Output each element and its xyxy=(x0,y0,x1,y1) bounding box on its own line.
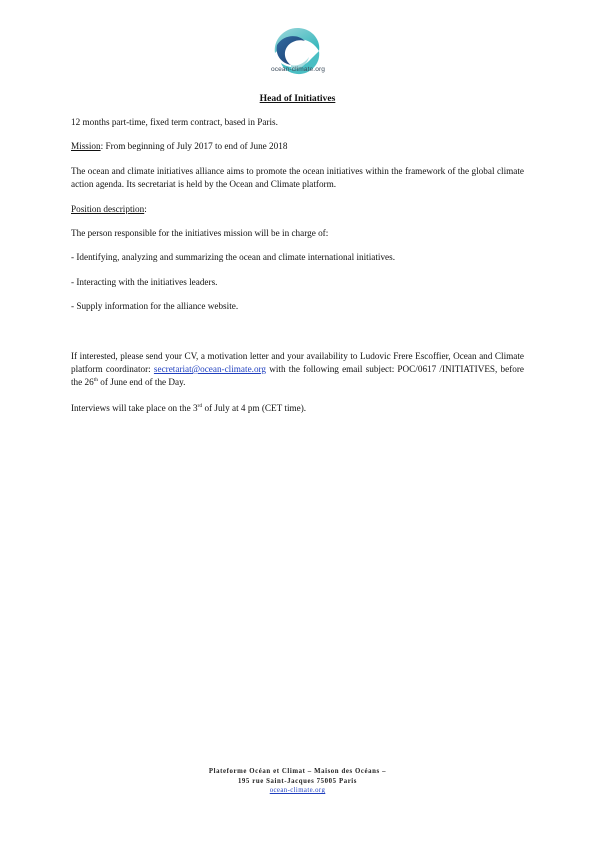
mission-label: Mission xyxy=(71,141,101,151)
alliance-paragraph: The ocean and climate initiatives alliance aims to promote the ocean initiatives within the framework of the global climate action agenda. Its secretariat is held by the Ocean and Climate platform. xyxy=(71,166,524,189)
responsible-paragraph: The person responsible for the initiatives mission will be in charge of: xyxy=(71,228,329,238)
bullet-item-3: - Supply information for the alliance website. xyxy=(71,301,239,311)
bullet-item-2: - Interacting with the initiatives leaders. xyxy=(71,277,218,287)
footer xyxy=(0,767,595,796)
position-heading xyxy=(71,203,524,216)
logo-caption: ocean-climate.org xyxy=(270,66,326,73)
position-colon: : xyxy=(144,204,147,214)
interview-text-1: Interviews will take place on the 3 xyxy=(71,403,198,413)
mission-paragraph xyxy=(71,140,524,153)
contract-paragraph: 12 months part-time, fixed term contract, based in Paris. xyxy=(71,117,278,127)
application-text-2: with the following email subject: POC/0617 /INITIATIVES, before the 26 xyxy=(71,364,524,387)
application-text-3: of June end of the Day. xyxy=(98,377,186,387)
footer-link[interactable]: ocean-climate.org xyxy=(269,787,326,794)
application-text-1: If interested, please send your CV, a motivation letter and your availability to Ludovic Frere Escoffier, Ocean and Climate platform coordinator: xyxy=(71,351,524,374)
position-label: Position description xyxy=(71,204,145,214)
interview-sup: rd xyxy=(197,403,203,409)
mission-text: : From beginning of July 2017 to end of June 2018 xyxy=(100,141,288,151)
footer-line-1: Plateforme Océan et Climat – Maison des Océans – xyxy=(208,768,387,775)
application-paragraph xyxy=(71,350,524,389)
email-link[interactable]: secretariat@ocean-climate.org xyxy=(153,364,267,374)
interview-text-2: of July at 4 pm (CET time). xyxy=(202,403,307,413)
page-title: Head of Initiatives xyxy=(259,93,336,104)
footer-line-2: 195 rue Saint-Jacques 75005 Paris xyxy=(237,777,358,785)
interview-paragraph xyxy=(71,402,524,415)
application-sup: th xyxy=(93,377,98,383)
bullet-item-1: - Identifying, analyzing and summarizing the ocean and climate international initiatives. xyxy=(71,252,396,262)
